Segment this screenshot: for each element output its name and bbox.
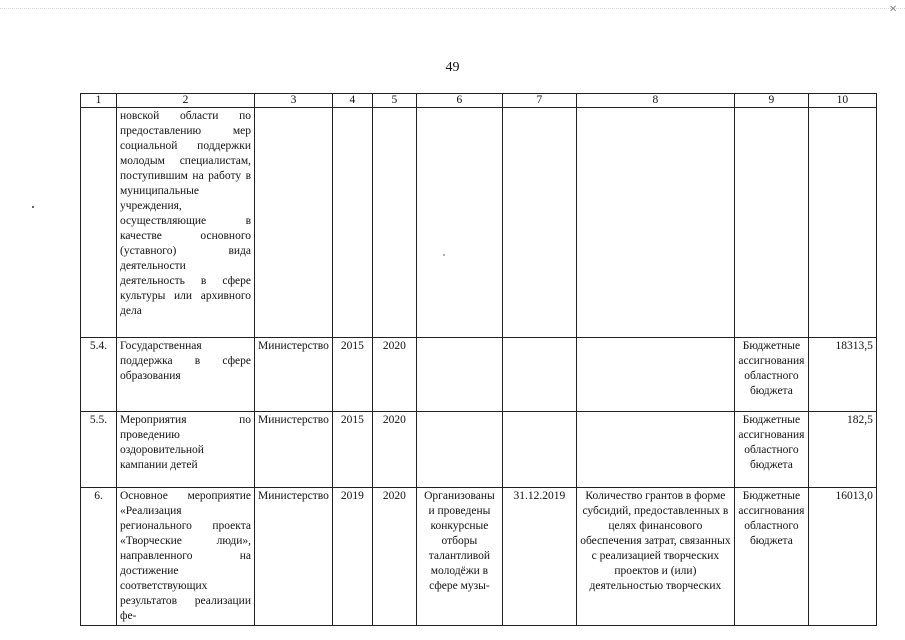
indicator-cell xyxy=(576,412,734,488)
start-year-cell: 2015 xyxy=(332,338,372,412)
indicator-cell xyxy=(576,338,734,412)
indicator-cell: Количество грантов в форме субсидий, предоставленных в целях финансового обеспечения затрат, связанных с реализацией творческих проектов и (или) деятельностью творческих xyxy=(576,488,734,626)
table-row xyxy=(81,338,877,412)
document-table xyxy=(80,93,877,626)
result-cell xyxy=(416,108,502,338)
end-year-cell: 2020 xyxy=(372,338,416,412)
amount-cell: 182,5 xyxy=(808,412,876,488)
corner-mark: × xyxy=(889,2,897,17)
date-cell xyxy=(502,108,576,338)
start-year-cell: 2015 xyxy=(332,412,372,488)
end-year-cell: 2020 xyxy=(372,412,416,488)
scan-artifact-line xyxy=(0,8,905,10)
table-row xyxy=(81,108,877,338)
header-cell: 8 xyxy=(576,94,734,108)
amount-cell xyxy=(808,108,876,338)
amount-cell: 18313,5 xyxy=(808,338,876,412)
executor-cell: Министерство xyxy=(255,488,333,626)
row-number-cell: 5.4. xyxy=(81,338,117,412)
executor-cell xyxy=(255,108,333,338)
header-cell: 4 xyxy=(332,94,372,108)
measure-name-cell: Государственная поддержка в сфере образования xyxy=(117,338,255,412)
executor-cell: Министерство xyxy=(255,338,333,412)
measure-name-cell: Мероприятия по проведению оздоровительной кампании детей xyxy=(117,412,255,488)
measure-name-cell: новской области по предоставлению мер социальной поддержки молодым специалистам, поступившим на работу в муниципальные учреждения, осуществляющие в качестве основного (уставного) вида деятельности деятельность в сфере культуры или архивного дела xyxy=(117,108,255,338)
row-number-cell: 5.5. xyxy=(81,412,117,488)
header-cell: 6 xyxy=(416,94,502,108)
date-cell: 31.12.2019 xyxy=(502,488,576,626)
funding-source-cell xyxy=(734,108,808,338)
end-year-cell: 2020 xyxy=(372,488,416,626)
header-cell: 2 xyxy=(117,94,255,108)
result-cell: Организованы и проведены конкурсные отборы талантливой молодёжи в сфере музы- xyxy=(416,488,502,626)
end-year-cell xyxy=(372,108,416,338)
date-cell xyxy=(502,338,576,412)
table-row xyxy=(81,412,877,488)
funding-source-cell: Бюджетные ассигнования областного бюджета xyxy=(734,412,808,488)
start-year-cell xyxy=(332,108,372,338)
measure-name-cell: Основное мероприятие «Реализация регионального проекта «Творческие люди», направленного на достижение соответствующих результатов реализации фе- xyxy=(117,488,255,626)
header-cell: 10 xyxy=(808,94,876,108)
result-cell xyxy=(416,338,502,412)
date-cell xyxy=(502,412,576,488)
indicator-cell xyxy=(576,108,734,338)
result-cell xyxy=(416,412,502,488)
scan-speck xyxy=(32,206,34,208)
funding-source-cell: Бюджетные ассигнования областного бюджета xyxy=(734,338,808,412)
row-number-cell: 6. xyxy=(81,488,117,626)
table-row xyxy=(81,488,877,626)
header-cell: 5 xyxy=(372,94,416,108)
start-year-cell: 2019 xyxy=(332,488,372,626)
amount-cell: 16013,0 xyxy=(808,488,876,626)
header-cell: 7 xyxy=(502,94,576,108)
executor-cell: Министерство xyxy=(255,412,333,488)
header-cell: 1 xyxy=(81,94,117,108)
row-number-cell xyxy=(81,108,117,338)
header-cell: 3 xyxy=(255,94,333,108)
header-cell: 9 xyxy=(734,94,808,108)
funding-source-cell: Бюджетные ассигнования областного бюджета xyxy=(734,488,808,626)
page-number: 49 xyxy=(445,60,460,75)
table-header-row xyxy=(81,94,877,108)
